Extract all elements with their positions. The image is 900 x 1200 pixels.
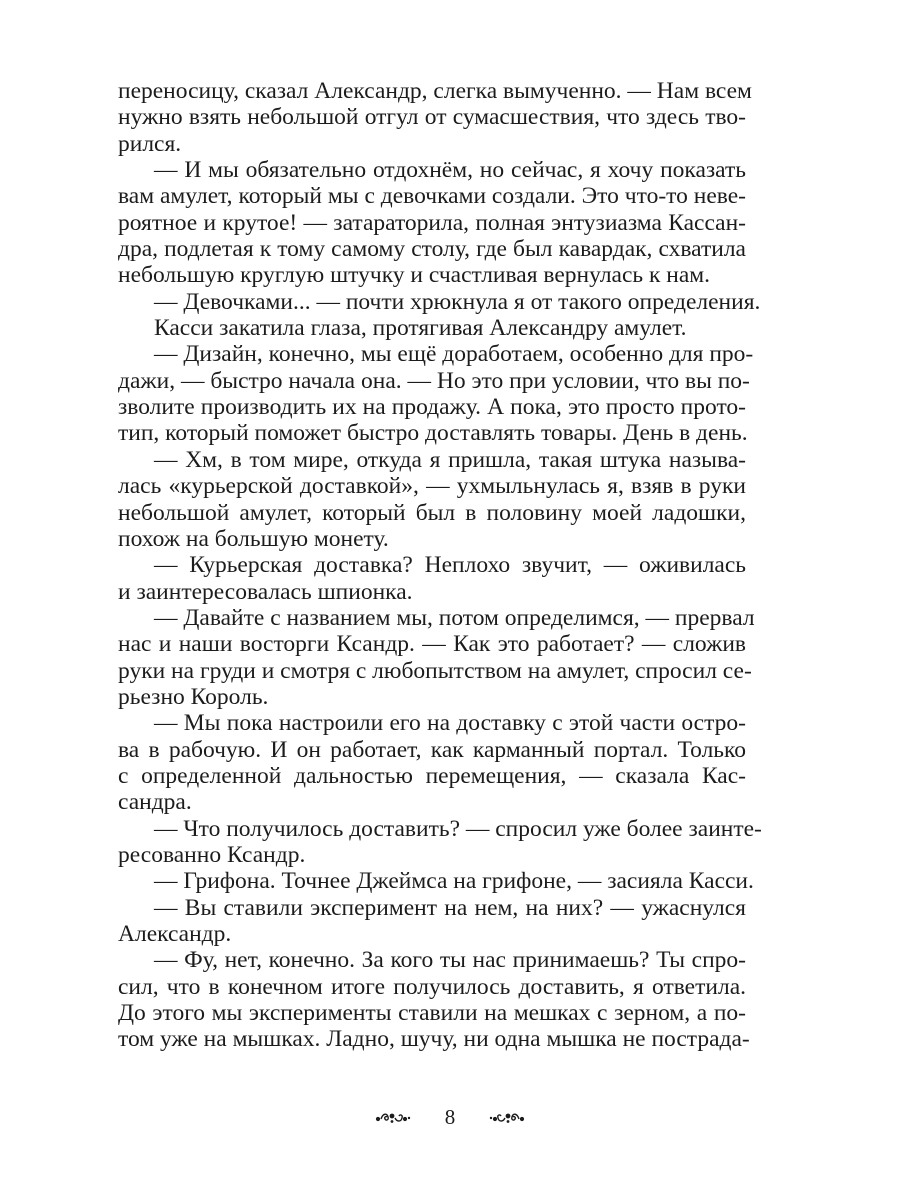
text-line: — Давайте с названием мы, потом определимся, — прервал xyxy=(154,604,755,631)
text-line: вам амулет, который мы с девочками создали. Это что-то неве- xyxy=(118,183,746,210)
text-line: роятное и крутое! — затараторила, полная энтузиазма Кассан- xyxy=(118,209,746,236)
text-line: — Грифона. Точнее Джеймса на грифоне, — засияла Касси. xyxy=(154,868,754,895)
text-line: том уже на мышках. Ладно, шучу, ни одна мышка не пострада- xyxy=(118,1026,750,1053)
text-line: — Мы пока настроили его на доставку с этой части остро- xyxy=(154,710,746,737)
floral-ornament-icon xyxy=(375,1110,411,1124)
text-line: ресованно Ксандр. xyxy=(118,841,306,868)
text-line: сил, что в конечном итоге получилось доставить, я ответила. xyxy=(118,973,746,1000)
text-line: — Что получилось доставить? — спросил уже более заинте- xyxy=(154,815,762,842)
text-line: — Курьерская доставка? Неплохо звучит, — оживилась xyxy=(154,552,746,579)
text-line: — И мы обязательно отдохнём, но сейчас, я хочу показать xyxy=(154,157,746,184)
text-line: сандра. xyxy=(118,789,192,816)
text-line: руки на груди и смотря с любопытством на амулет, спросил се- xyxy=(118,657,752,684)
text-line: нужно взять небольшой отгул от сумасшествия, что здесь тво- xyxy=(118,104,746,131)
text-line: До этого мы эксперименты ставили на мешках с зерном, а по- xyxy=(118,1000,746,1027)
text-line: с определенной дальностью перемещения, — сказала Кас- xyxy=(118,762,746,789)
text-line: — Девочками... — почти хрюкнула я от такого определения. xyxy=(154,288,761,315)
text-line: нас и наши восторги Ксандр. — Как это работает? — сложив xyxy=(118,631,746,658)
text-line: дра, подлетая к тому самому столу, где был кавардак, схватила xyxy=(118,236,746,263)
book-page-text xyxy=(118,78,762,1053)
text-line: похож на большую монету. xyxy=(118,525,389,552)
page-footer xyxy=(0,1102,900,1132)
floral-ornament-icon xyxy=(489,1110,525,1124)
text-line: переносицу, сказал Александр, слегка вымученно. — Нам всем xyxy=(118,78,752,104)
text-line: небольшую круглую штучку и счастливая вернулась к нам. xyxy=(118,262,711,289)
text-line: — Дизайн, конечно, мы ещё доработаем, особенно для про- xyxy=(154,341,754,368)
text-line: дажи, — быстро начала она. — Но это при условии, что вы по- xyxy=(118,367,750,394)
text-line: лась «курьерской доставкой», — ухмыльнулась я, взяв в руки xyxy=(118,473,746,500)
page-number: 8 xyxy=(444,1104,456,1129)
text-line: Касси закатила глаза, протягивая Александру амулет. xyxy=(154,315,687,342)
text-line: — Вы ставили эксперимент на нем, на них? — ужаснулся xyxy=(154,894,746,921)
text-line: Александр. xyxy=(118,921,232,947)
text-line: ва в рабочую. И он работает, как карманный портал. Только xyxy=(118,736,746,763)
text-line: рился. xyxy=(118,130,182,157)
text-line: тип, который поможет быстро доставлять товары. День в день. xyxy=(118,420,748,447)
text-line: и заинтересовалась шпионка. xyxy=(118,578,413,605)
text-line: зволите производить их на продажу. А пока, это просто прото- xyxy=(118,394,746,421)
text-line: небольшой амулет, который был в половину моей ладошки, xyxy=(118,499,746,526)
text-line: — Хм, в том мире, откуда я пришла, такая штука называ- xyxy=(154,446,746,473)
text-line: рьезно Король. xyxy=(118,683,269,710)
text-line: — Фу, нет, конечно. За кого ты нас принимаешь? Ты спро- xyxy=(154,947,746,974)
